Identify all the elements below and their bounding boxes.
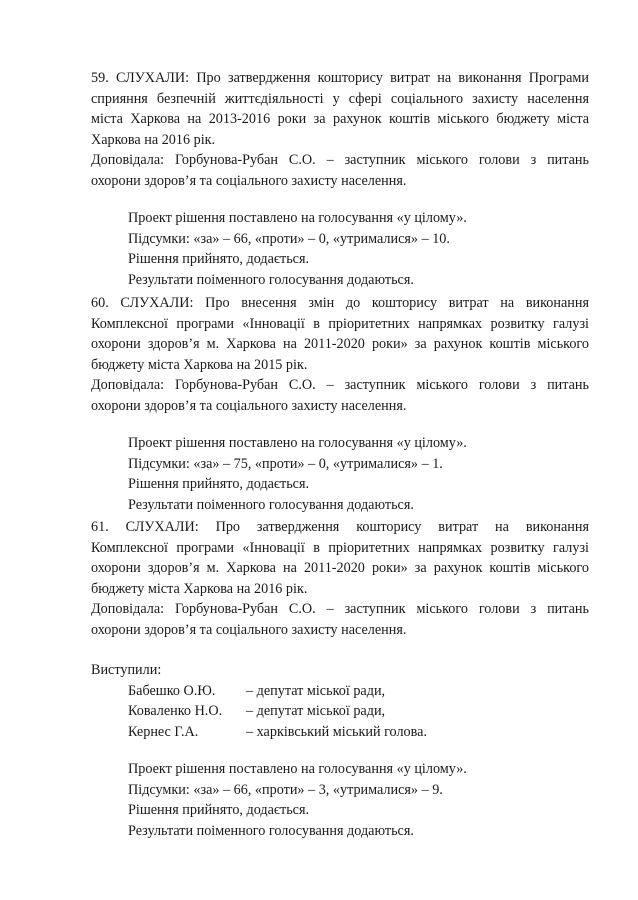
vote-line: Підсумки: «за» – 66, «проти» – 3, «утрималися» – 9. [128, 781, 443, 798]
reporter-line: Доповідала: Горбунова-Рубан С.О. – заступник міського голови з питань [91, 152, 589, 168]
speaker-name: Коваленко Н.О. [128, 703, 223, 719]
item-text-line: Комплексної програми «Інновації в пріоритетних напрямках розвитку галузі [91, 315, 589, 332]
speaker-role: – депутат міської ради, [246, 682, 386, 699]
agenda-item-61 [91, 517, 589, 841]
vote-line: Підсумки: «за» – 75, «проти» – 0, «утрималися» – 1. [128, 455, 443, 472]
vote-line: Рішення прийнято, додається. [128, 802, 310, 818]
vote-block [128, 208, 589, 290]
reporter-line: охорони здоров’я та соціального захисту населення. [91, 172, 407, 189]
speaker-name: Кернес Г.А. [128, 723, 199, 740]
item-text-line: 60. СЛУХАЛИ: Про внесення змін до кошторису витрат на виконання [91, 295, 589, 311]
speaker-row [128, 701, 589, 722]
agenda-item-60 [91, 293, 589, 515]
item-text-line: Комплексної програми «Інновації в пріоритетних напрямках розвитку галузі [91, 539, 589, 556]
speakers-title: Виступили: [91, 662, 162, 678]
reporter-line: Доповідала: Горбунова-Рубан С.О. – заступник міського голови з питань [91, 377, 589, 393]
speaker-role: – депутат міської ради, [246, 703, 386, 719]
reporter-line: Доповідала: Горбунова-Рубан С.О. – заступник міського голови з питань [91, 601, 589, 617]
vote-block [128, 759, 589, 841]
item-text-line: 61. СЛУХАЛИ: Про затвердження кошторису витрат на виконання [91, 519, 589, 535]
vote-block [128, 433, 589, 515]
agenda-item-59 [91, 68, 589, 290]
item-text-line: охорони здоров’я м. Харкова на 2011-2020 роки» за рахунок коштів міського [91, 560, 589, 576]
item-text-line: охорони здоров’я м. Харкова на 2011-2020 роки» за рахунок коштів міського [91, 336, 589, 352]
item-text-line: міста Харкова на 2013-2016 роки за рахунок коштів міського бюджету міста [91, 111, 589, 127]
vote-line: Проект рішення поставлено на голосування «у цілому». [128, 210, 467, 226]
vote-line: Результати поіменного голосування додаються. [128, 822, 414, 839]
item-text-line: Харкова на 2016 рік. [91, 131, 216, 148]
reporter-line: охорони здоров’я та соціального захисту населення. [91, 621, 407, 638]
vote-line: Результати поіменного голосування додаються. [128, 271, 414, 288]
vote-line: Підсумки: «за» – 66, «проти» – 0, «утрималися» – 10. [128, 230, 450, 247]
vote-line: Рішення прийнято, додається. [128, 476, 310, 492]
speaker-row [128, 722, 589, 743]
speaker-role: – харківський міський голова. [246, 723, 427, 740]
item-text-line: бюджету міста Харкова на 2015 рік. [91, 356, 308, 373]
vote-line: Результати поіменного голосування додаються. [128, 496, 414, 513]
reporter-line: охорони здоров’я та соціального захисту населення. [91, 397, 407, 414]
vote-line: Рішення прийнято, додається. [128, 251, 310, 267]
vote-line: Проект рішення поставлено на голосування «у цілому». [128, 435, 467, 451]
item-text-line: 59. СЛУХАЛИ: Про затвердження кошторису витрат на виконання Програми [91, 70, 589, 86]
speaker-row [128, 681, 589, 702]
vote-line: Проект рішення поставлено на голосування «у цілому». [128, 761, 467, 777]
item-text-line: бюджету міста Харкова на 2016 рік. [91, 580, 308, 597]
speaker-name: Бабешко О.Ю. [128, 682, 216, 699]
item-text-line: сприяння безпечній життєдіяльності у сфері соціального захисту населення [91, 90, 589, 107]
